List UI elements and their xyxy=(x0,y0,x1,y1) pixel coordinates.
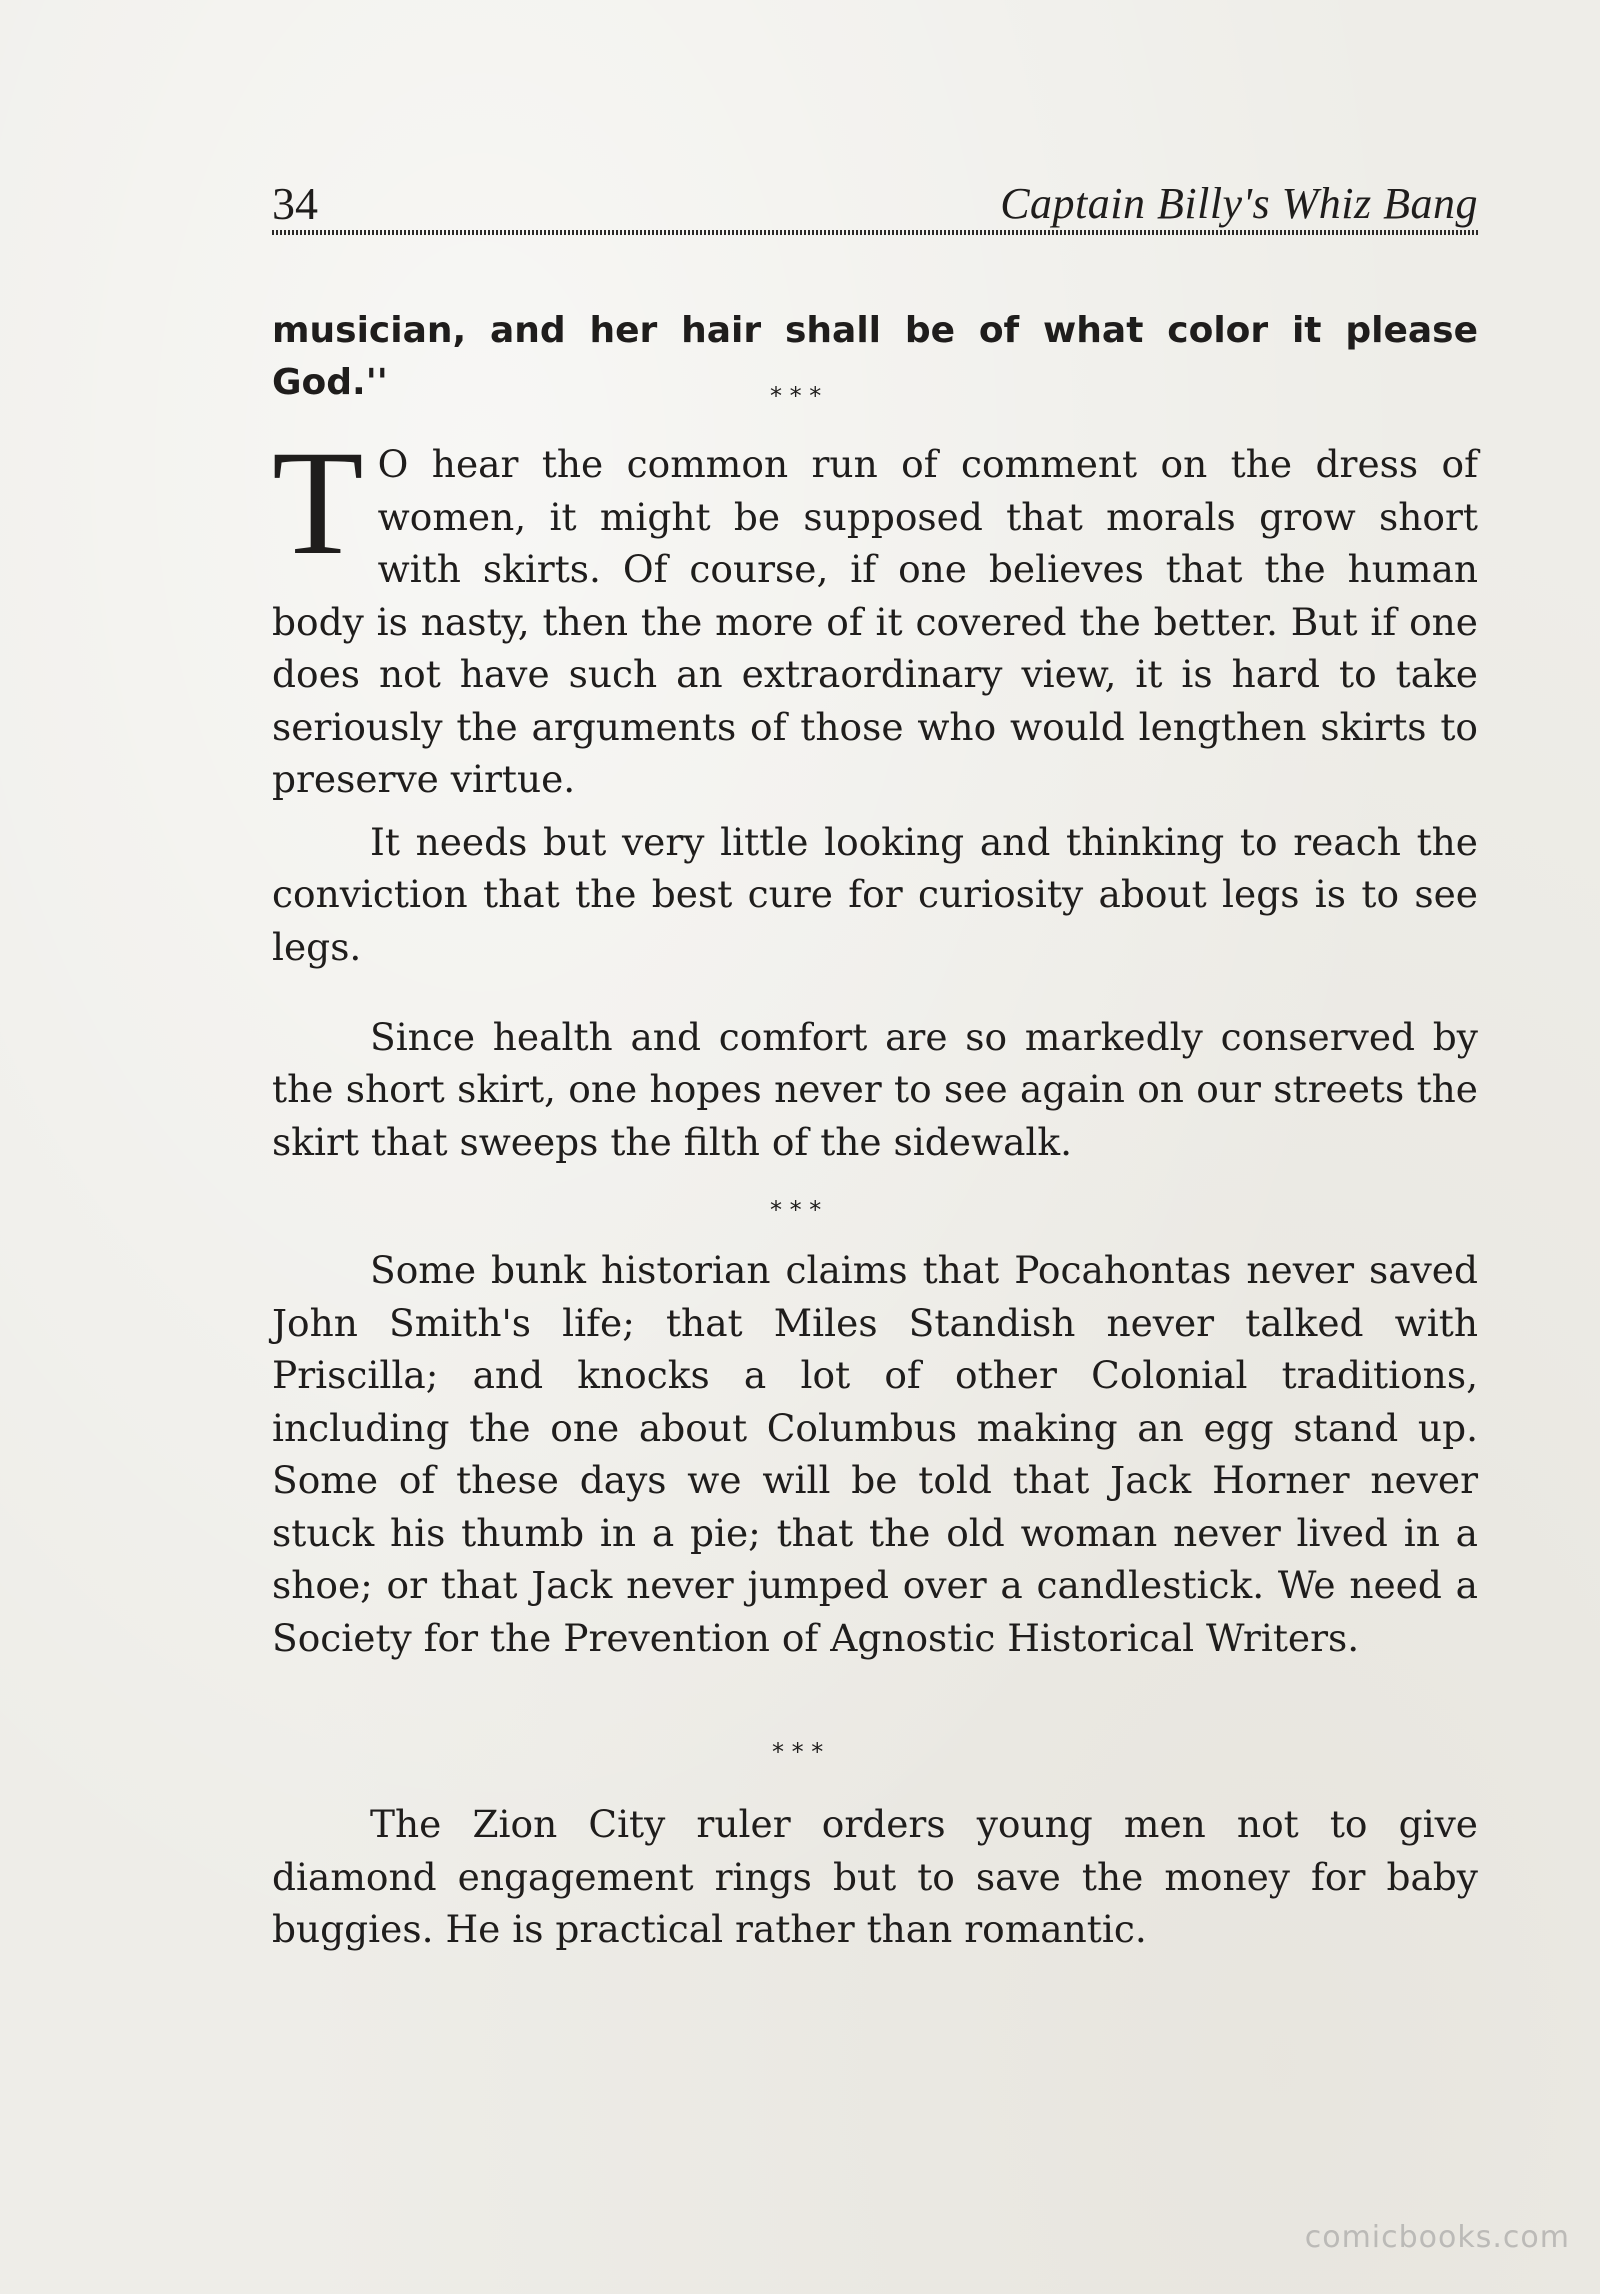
separator-text: * * * xyxy=(770,382,822,410)
separator-text: * * * xyxy=(772,1738,824,1766)
running-title: Captain Billy's Whiz Bang xyxy=(1000,179,1478,228)
page-header xyxy=(272,176,1478,236)
section-one-para-3: Since health and comfort are so markedly conserved by the short skirt, one hopes never to see again on our streets the skirt that sweeps the filth of the sidewalk. xyxy=(272,1014,1478,1164)
section-one xyxy=(272,420,1478,1206)
section-three-para-1: The Zion City ruler orders young men not to give diamond engagement rings but to save the money for baby buggies. He is practical rather than romantic. xyxy=(272,1802,1478,1951)
section-two-para-1: Some bunk historian claims that Pocahontas never saved John Smith's life; that Miles Standish never talked with Priscilla; and knocks a lot of other Colonial traditions, including the one about Columbus making an egg stand up. Some of these days we will be told that Jack Horner never stuck his thumb in a pie; that the old woman never lived in a shoe; or that Jack never jumped over a candlestick. We need a Society for the Prevention of Agnostic Historical Writers. xyxy=(272,1248,1478,1660)
header-rule xyxy=(272,230,1478,235)
separator-text: * * * xyxy=(770,1196,822,1224)
section-one-para-1 xyxy=(272,420,1478,806)
section-three xyxy=(272,1798,1478,1956)
section-one-para-2: It needs but very little looking and thinking to reach the conviction that the best cure for curiosity about legs is to see legs. xyxy=(272,819,1478,969)
continued-text: musician, and her hair shall be of what color it please God.'' xyxy=(272,310,1478,403)
section-one-para-1-text: O hear the common run of comment on the dress of women, it might be supposed that morals grow short with skirts. Of course, if one believes that the human body is nasty, then the more of it covered the better. But if one does not have such an extraordinary view, it is hard to take seriously the arguments of those who would lengthen skirts to preserve virtue. xyxy=(272,442,1478,801)
drop-cap-letter: T xyxy=(272,420,364,586)
page-number: 34 xyxy=(272,178,318,229)
section-two xyxy=(272,1244,1478,1664)
continued-paragraph xyxy=(272,305,1478,409)
site-watermark: comicbooks.com xyxy=(1304,2220,1570,2255)
